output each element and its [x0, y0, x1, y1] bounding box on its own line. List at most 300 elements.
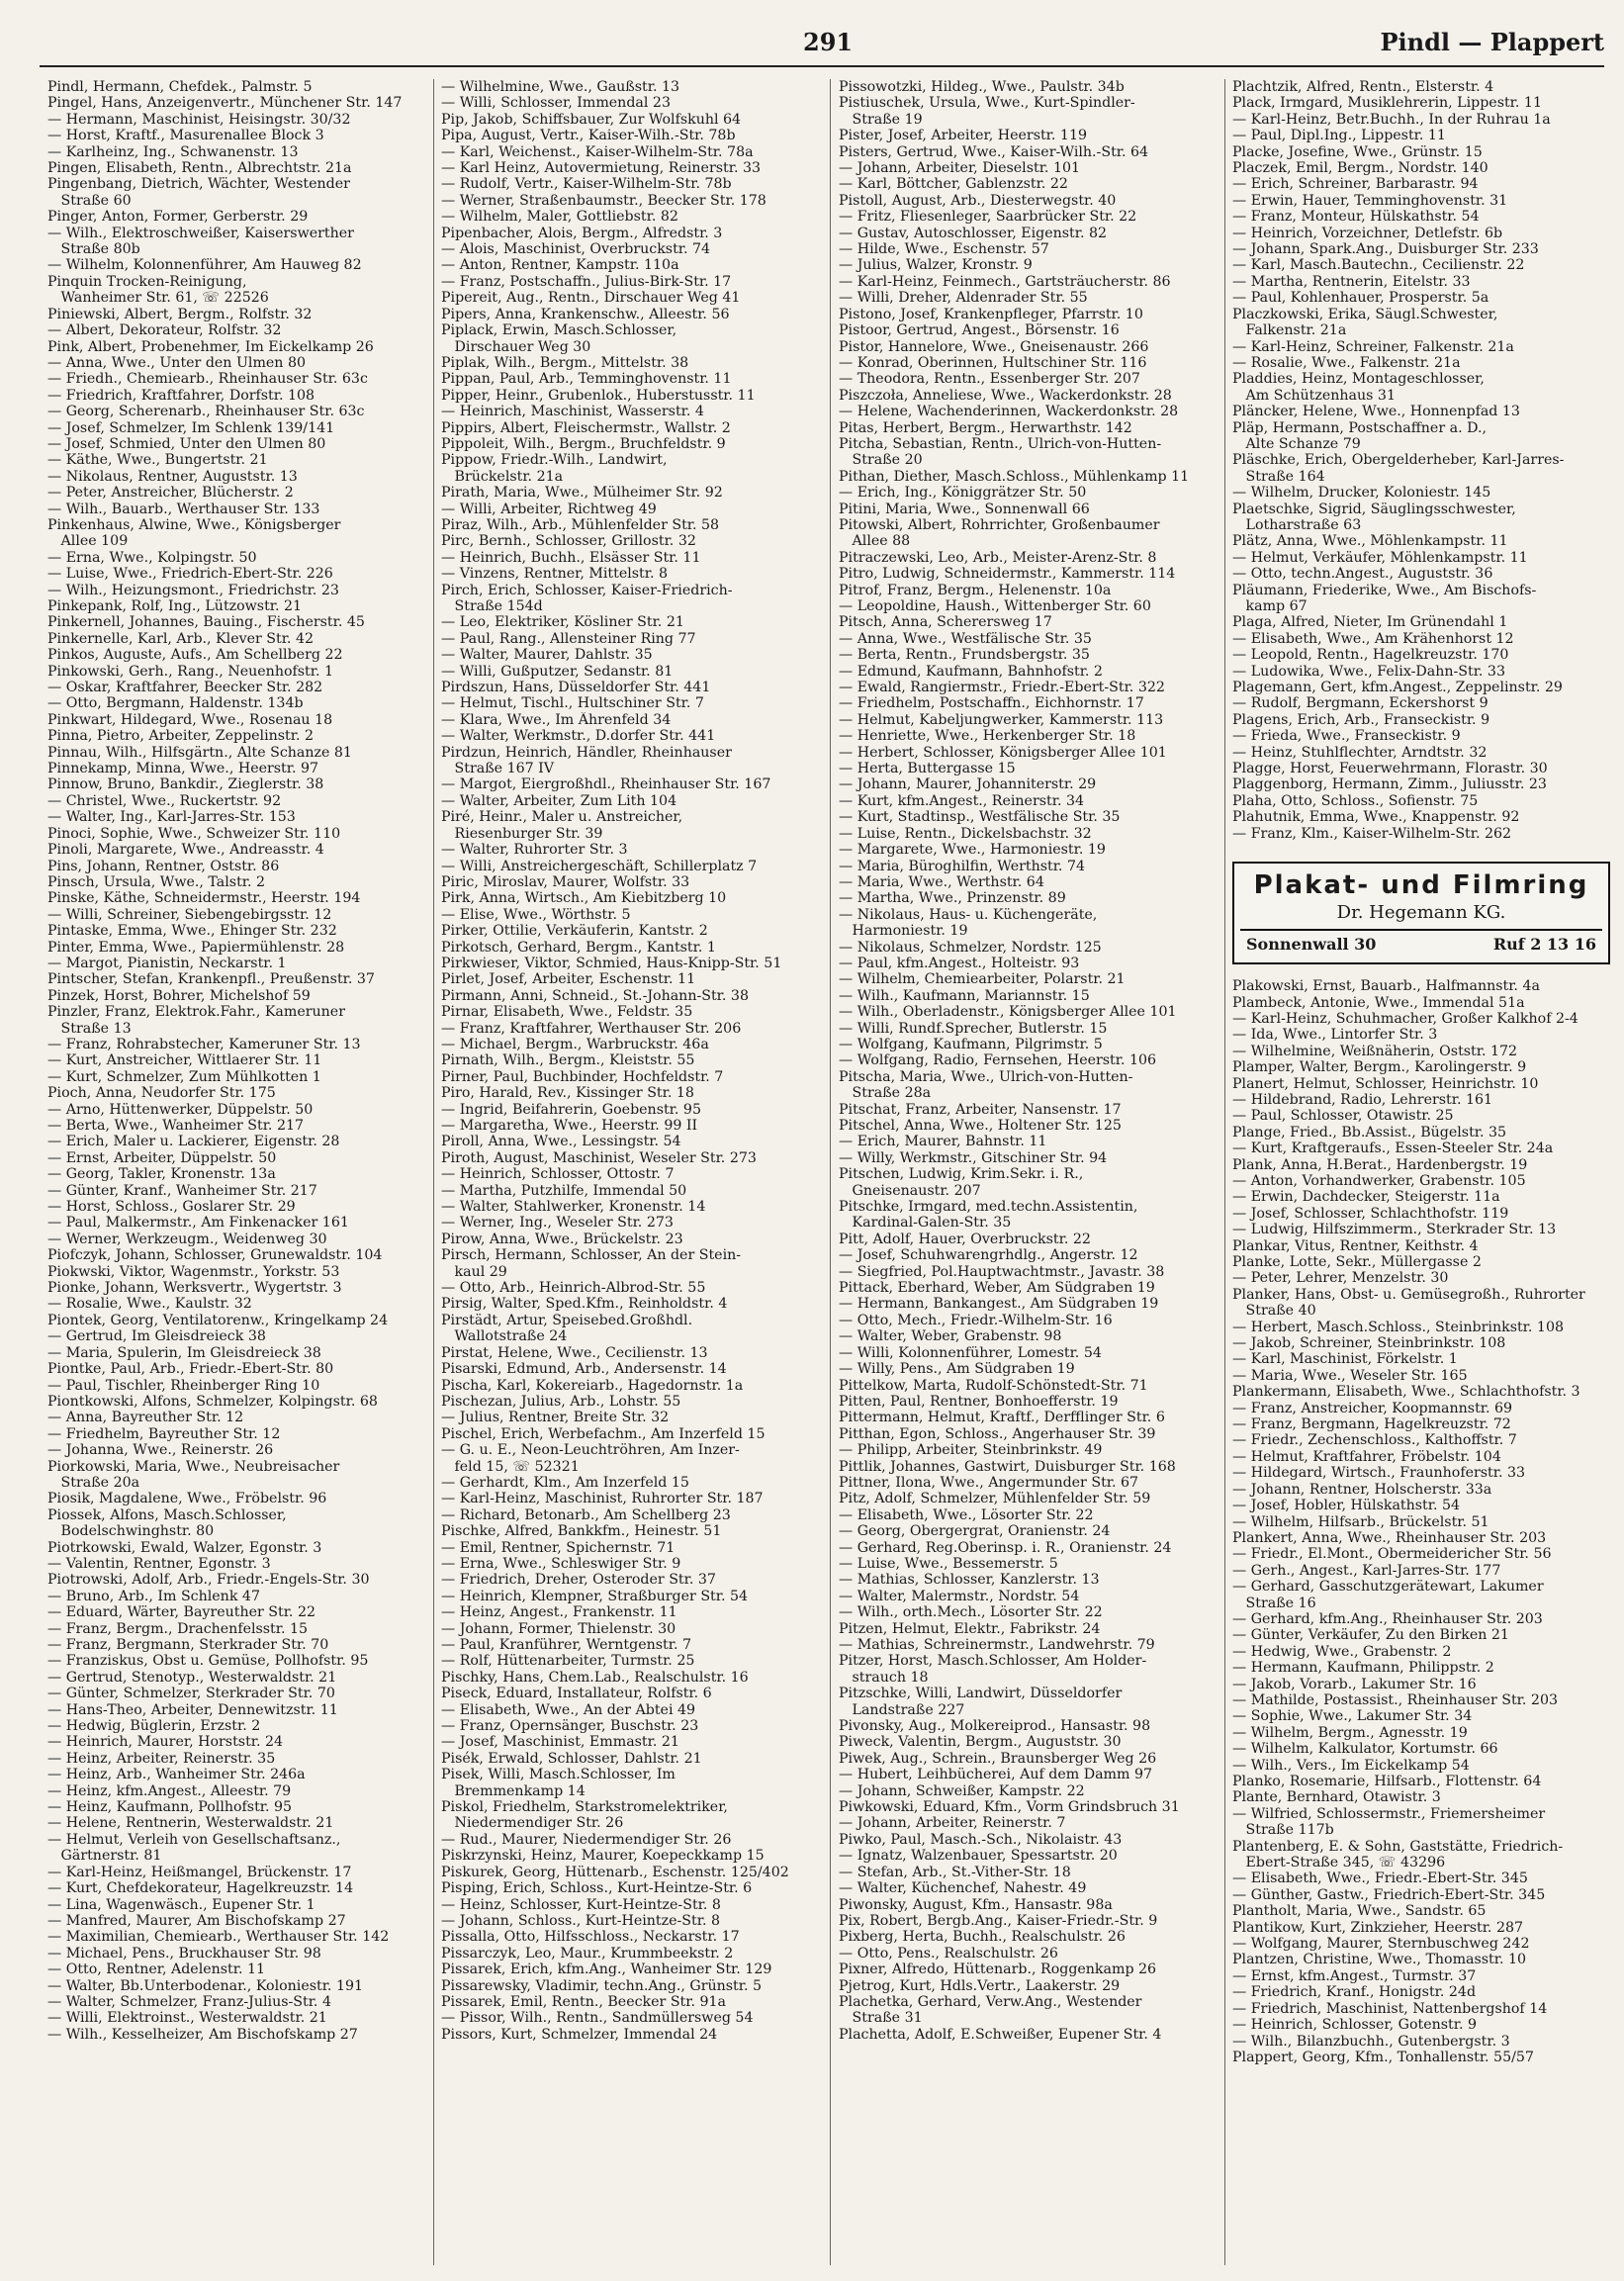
directory-entry: — Ludwig, Hilfszimmerm., Sterkrader Str. 13 — [1232, 1222, 1557, 1238]
directory-entry: — Willy, Pens., Am Südgraben 19 — [839, 1361, 1075, 1378]
directory-entry: Piwkowski, Eduard, Kfm., Vorm Grindsbruch 31 — [839, 1799, 1180, 1816]
directory-entry: Kardinal-Galen-Str. 35 — [839, 1215, 1012, 1232]
directory-entry: Allee 88 — [839, 533, 911, 550]
ad-address: Sonnenwall 30 — [1246, 935, 1377, 955]
directory-entry: — Josef, Schuhwarengrhdlg., Angerstr. 12 — [839, 1247, 1138, 1264]
directory-entry: kamp 67 — [1232, 598, 1308, 614]
directory-entry: Pirath, Maria, Wwe., Mülheimer Str. 92 — [441, 485, 723, 502]
directory-entry: — Julius, Rentner, Breite Str. 32 — [441, 1410, 670, 1426]
directory-entry: — Kurt, Schmelzer, Zum Mühlkotten 1 — [47, 1068, 321, 1085]
directory-entry: — Gerhard, Gasschutzgerätewart, Lakumer — [1232, 1579, 1544, 1596]
directory-entry: — Josef, Maschinist, Emmastr. 21 — [441, 1734, 679, 1751]
directory-entry: — Fritz, Fliesenleger, Saarbrücker Str. 22 — [839, 209, 1137, 226]
directory-entry: Pittack, Eberhard, Weber, Am Südgraben 19 — [839, 1280, 1155, 1297]
directory-entry: Pirmann, Anni, Schneid., St.-Johann-Str. 38 — [441, 987, 749, 1004]
directory-entry: — Heinrich, Klempner, Straßburger Str. 54 — [441, 1588, 749, 1604]
directory-entry: Dirschauer Weg 30 — [441, 338, 591, 355]
directory-entry: Straße 117b — [1232, 1822, 1334, 1839]
directory-entry: — Berta, Wwe., Wanheimer Str. 217 — [47, 1118, 305, 1134]
directory-entry: Pirstat, Helene, Wwe., Cecilienstr. 13 — [441, 1344, 708, 1361]
directory-entry: — Karl Heinz, Autovermietung, Reinerstr. 33 — [441, 160, 762, 177]
directory-entry: — Richard, Betonarb., Am Schellberg 23 — [441, 1506, 731, 1523]
directory-entry: Piplak, Wilh., Bergm., Mittelstr. 38 — [441, 354, 689, 371]
directory-entry: Pinkernelle, Karl, Arb., Klever Str. 42 — [47, 630, 315, 647]
directory-entry: Piotrkowski, Ewald, Walzer, Egonstr. 3 — [47, 1539, 322, 1556]
directory-entry: — Karl-Heinz, Schuhmacher, Großer Kalkhof 2-4 — [1232, 1010, 1579, 1027]
directory-entry: Placzek, Emil, Bergm., Nordstr. 140 — [1232, 160, 1489, 177]
directory-entry: Pitscha, Maria, Wwe., Ulrich-von-Hutten- — [839, 1068, 1133, 1085]
directory-entry: — Gerhard, kfm.Ang., Rheinhauser Str. 203 — [1232, 1610, 1543, 1627]
directory-entry: Straße 164 — [1232, 468, 1325, 485]
directory-entry: Plaha, Otto, Schloss., Sofienstr. 75 — [1232, 792, 1479, 809]
directory-entry: — Paul, Kohlenhauer, Prosperstr. 5a — [1232, 290, 1489, 307]
directory-entry: — Josef, Schlosser, Schlachthofstr. 119 — [1232, 1205, 1509, 1222]
directory-entry: — Martha, Putzhilfe, Immendal 50 — [441, 1182, 687, 1199]
directory-entry: Bremmenkamp 14 — [441, 1782, 586, 1799]
directory-entry: — Karl, Böttcher, Gablenzstr. 22 — [839, 176, 1068, 193]
directory-entry: — Otto, techn.Angest., Auguststr. 36 — [1232, 566, 1493, 583]
directory-entry: — Günther, Gastw., Friedrich-Ebert-Str. 345 — [1232, 1886, 1546, 1903]
directory-entry: Piro, Harald, Rev., Kissinger Str. 18 — [441, 1085, 694, 1102]
directory-entry: — Karl-Heinz, Heißmangel, Brückenstr. 17 — [47, 1864, 352, 1880]
directory-entry: — Walter, Werkmstr., D.dorfer Str. 441 — [441, 728, 716, 745]
directory-entry: — Friedh., Chemiearb., Rheinhauser Str. 63c — [47, 371, 368, 388]
directory-entry: — Wilh., Kesselheizer, Am Bischofskamp 27 — [47, 2026, 358, 2043]
directory-entry: — Helene, Wachenderinnen, Wackerdonkstr. 28 — [839, 404, 1179, 420]
directory-entry: Pirnar, Elisabeth, Wwe., Feldstr. 35 — [441, 1004, 693, 1021]
directory-entry: — Manfred, Maurer, Am Bischofskamp 27 — [47, 1912, 346, 1929]
directory-entry: — Eduard, Wärter, Bayreuther Str. 22 — [47, 1604, 316, 1621]
header-rule — [40, 65, 1604, 67]
directory-entry: — Ernst, kfm.Angest., Turmstr. 37 — [1232, 1967, 1477, 1984]
directory-entry: Pirc, Bernh., Schlosser, Grillostr. 32 — [441, 533, 696, 550]
directory-entry: — Martha, Wwe., Prinzenstr. 89 — [839, 890, 1066, 907]
directory-entry: — Willi, Elektroinst., Westerwaldstr. 21 — [47, 2010, 327, 2027]
directory-entry: Pitsch, Anna, Scherersweg 17 — [839, 614, 1052, 631]
directory-entry: — Johann, Schloss., Kurt-Heintze-Str. 8 — [441, 1912, 720, 1929]
directory-entry: — Luise, Wwe., Bessemerstr. 5 — [839, 1555, 1058, 1572]
directory-entry: Pitschat, Franz, Arbeiter, Nansenstr. 17 — [839, 1101, 1122, 1118]
directory-entry: — Walter, Bb.Unterbodenar., Koloniestr. 191 — [47, 1977, 364, 1994]
directory-entry: — Friedr., Zechenschloss., Kalthoffstr. 7 — [1232, 1432, 1517, 1449]
directory-entry: Pitthan, Egon, Schloss., Angerhauser Str. 39 — [839, 1425, 1156, 1442]
directory-entry: Straße 20a — [47, 1474, 140, 1491]
directory-entry: — Franz, Kraftfahrer, Werthauser Str. 206 — [441, 1020, 742, 1037]
directory-entry: Piokwski, Viktor, Wagenmstr., Yorkstr. 53 — [47, 1263, 340, 1280]
directory-entry: — Friedrich, Kranf., Honigstr. 24d — [1232, 1984, 1477, 2001]
directory-entry: Pirch, Erich, Schlosser, Kaiser-Friedrich- — [441, 582, 733, 598]
directory-entry: Plamper, Walter, Bergm., Karolingerstr. 9 — [1232, 1059, 1527, 1076]
directory-entry: — Gustav, Autoschlosser, Eigenstr. 82 — [839, 225, 1108, 241]
directory-entry: — Käthe, Wwe., Bungertstr. 21 — [47, 452, 268, 469]
directory-entry: Plange, Fried., Bb.Assist., Bügelstr. 35 — [1232, 1124, 1507, 1140]
directory-entry: Pischky, Hans, Chem.Lab., Realschulstr. 16 — [441, 1669, 749, 1686]
directory-entry: Piwonsky, August, Kfm., Hansastr. 98a — [839, 1896, 1113, 1913]
directory-entry: Pinkos, Auguste, Aufs., Am Schellberg 22 — [47, 647, 343, 664]
directory-entry: — Jakob, Vorarb., Lakumer Str. 16 — [1232, 1676, 1477, 1692]
directory-entry: Pionke, Johann, Werksvertr., Wygertstr. 3 — [47, 1280, 342, 1297]
directory-entry: — Ludowika, Wwe., Felix-Dahn-Str. 33 — [1232, 663, 1505, 680]
directory-entry: Pipenbacher, Alois, Bergm., Alfredstr. 3 — [441, 225, 723, 241]
directory-entry: Pladdies, Heinz, Montageschlosser, — [1232, 371, 1485, 388]
directory-entry: Pitt, Adolf, Hauer, Overbruckstr. 22 — [839, 1231, 1091, 1247]
directory-entry: Pisarski, Edmund, Arb., Andersenstr. 14 — [441, 1361, 727, 1378]
directory-entry: — Werner, Werkzeugm., Weidenweg 30 — [47, 1231, 327, 1247]
directory-entry: — Maria, Spulerin, Im Gleisdreieck 38 — [47, 1344, 321, 1361]
directory-entry: — Erna, Wwe., Schleswiger Str. 9 — [441, 1555, 681, 1572]
directory-entry: — Paul, Schlosser, Otawistr. 25 — [1232, 1108, 1454, 1125]
directory-entry: — Hildegard, Wirtsch., Fraunhoferstr. 33 — [1232, 1465, 1526, 1482]
directory-entry: Piric, Miroslav, Maurer, Wolfstr. 33 — [441, 873, 690, 890]
directory-entry: Plantenberg, E. & Sohn, Gaststätte, Friedrich- — [1232, 1838, 1564, 1855]
directory-entry: Pipper, Heinr., Grubenlok., Huberstusstr. 11 — [441, 387, 756, 404]
directory-entry: — Mathilde, Postassist., Rheinhauser Str. 203 — [1232, 1691, 1558, 1708]
column-divider — [433, 79, 434, 2265]
directory-entry: — Heinz, Stuhlflechter, Arndtstr. 32 — [1232, 744, 1488, 761]
directory-entry: Pinoli, Margarete, Wwe., Andreasstr. 4 — [47, 842, 324, 859]
directory-entry: — Franz, Bergmann, Sterkrader Str. 70 — [47, 1637, 329, 1653]
directory-entry: — Wilhelm, Drucker, Koloniestr. 145 — [1232, 485, 1491, 502]
directory-entry: — Anton, Rentner, Kampstr. 110a — [441, 257, 679, 274]
directory-entry: Pinzek, Horst, Bohrer, Michelshof 59 — [47, 987, 311, 1004]
directory-entry: — Margot, Eiergroßhdl., Rheinhauser Str. 167 — [441, 776, 771, 793]
ad-title: Plakat- und Filmring — [1253, 870, 1589, 901]
directory-entry: — Erich, Schreiner, Barbarastr. 94 — [1232, 176, 1479, 193]
directory-entry: Pittlik, Johannes, Gastwirt, Duisburger Str. 168 — [839, 1458, 1176, 1475]
directory-entry: — Margot, Pianistin, Neckarstr. 1 — [47, 955, 287, 971]
directory-entry: Pläp, Hermann, Postschaffner a. D., — [1232, 419, 1487, 436]
directory-entry: Plantzen, Christine, Wwe., Thomasstr. 10 — [1232, 1952, 1527, 1968]
directory-entry: Piszczoła, Anneliese, Wwe., Wackerdonkstr. 28 — [839, 387, 1172, 404]
directory-entry: Am Schützenhaus 31 — [1232, 387, 1396, 404]
directory-entry: — Heinrich, Schlosser, Gotenstr. 9 — [1232, 2017, 1478, 2034]
directory-entry: — Werner, Straßenbaumstr., Beecker Str. 178 — [441, 192, 767, 209]
directory-entry: Straße 167 IV — [441, 761, 555, 777]
directory-entry: Plätz, Anna, Wwe., Möhlenkampstr. 11 — [1232, 533, 1508, 550]
directory-entry: — Wilhelm, Bergm., Agnesstr. 19 — [1232, 1724, 1468, 1741]
directory-entry: — Elisabeth, Wwe., Am Krähenhorst 12 — [1232, 630, 1514, 647]
directory-entry: Piontkowski, Alfons, Schmelzer, Kolpingstr. 68 — [47, 1393, 378, 1410]
directory-entry: Ebert-Straße 345, ☏ 43296 — [1232, 1855, 1446, 1871]
directory-entry: Pixner, Alfredo, Hüttenarb., Roggenkamp 26 — [839, 1962, 1157, 1978]
directory-entry: Pippan, Paul, Arb., Temminghovenstr. 11 — [441, 371, 732, 388]
directory-entry: — Friedrich, Kraftfahrer, Dorfstr. 108 — [47, 387, 316, 404]
directory-entry: Pittner, Ilona, Wwe., Angermunder Str. 67 — [839, 1474, 1139, 1491]
directory-entry: — Walter, Weber, Grabenstr. 98 — [839, 1328, 1062, 1345]
directory-entry: Plaga, Alfred, Nieter, Im Grünendahl 1 — [1232, 614, 1508, 631]
directory-entry: — Maria, Wwe., Werthstr. 64 — [839, 873, 1044, 890]
directory-entry: Piofczyk, Johann, Schlosser, Grunewaldstr. 104 — [47, 1247, 383, 1264]
directory-entry: — Wilh., Bauarb., Werthauser Str. 133 — [47, 501, 320, 517]
directory-entry: — Karl-Heinz, Feinmech., Gartsträucherstr. 86 — [839, 273, 1171, 290]
directory-entry: — Mathias, Schlosser, Kanzlerstr. 13 — [839, 1572, 1100, 1589]
directory-entry: — Herta, Buttergasse 15 — [839, 761, 1016, 777]
directory-entry: — Franz, Monteur, Hülskathstr. 54 — [1232, 209, 1480, 226]
directory-entry: Pittelkow, Marta, Rudolf-Schönstedt-Str. 71 — [839, 1377, 1148, 1394]
directory-entry: — Wilh., Bilanzbuchh., Gutenbergstr. 3 — [1232, 2033, 1510, 2050]
column-divider — [1224, 79, 1225, 2265]
directory-entry: Pinkernell, Johannes, Bauing., Fischerstr. 45 — [47, 614, 365, 631]
directory-entry: — Hildebrand, Radio, Lehrerstr. 161 — [1232, 1091, 1493, 1108]
directory-entry: Pitzer, Horst, Masch.Schlosser, Am Holder- — [839, 1653, 1147, 1670]
directory-entry: — Willi, Anstreichergeschäft, Schillerplatz 7 — [441, 858, 758, 874]
directory-entry: Pintscher, Stefan, Krankenpfl., Preußenstr. 37 — [47, 971, 375, 988]
directory-entry: — Friedhelm, Postschaffn., Eichhornstr. 17 — [839, 695, 1144, 712]
directory-entry: — Willi, Kolonnenführer, Lomestr. 54 — [839, 1344, 1102, 1361]
directory-entry: — Rud., Maurer, Niedermendiger Str. 26 — [441, 1831, 732, 1848]
directory-entry: Pipers, Anna, Krankenschw., Alleestr. 56 — [441, 306, 730, 322]
directory-entry: — Josef, Hobler, Hülskathstr. 54 — [1232, 1498, 1461, 1514]
page-number: 291 — [803, 28, 854, 56]
directory-entry: Plagge, Horst, Feuerwehrmann, Florastr. 30 — [1232, 761, 1548, 777]
directory-entry: Straße 80b — [47, 241, 140, 258]
directory-entry: — Karl-Heinz, Maschinist, Ruhrorter Str. 187 — [441, 1491, 764, 1507]
directory-entry: Piwko, Paul, Masch.-Sch., Nikolaistr. 43 — [839, 1831, 1123, 1848]
directory-entry: — Willi, Arbeiter, Richtweg 49 — [441, 501, 657, 517]
directory-entry: — Walter, Malermstr., Nordstr. 54 — [839, 1588, 1080, 1604]
directory-entry: Planert, Helmut, Schlosser, Heinrichstr. 10 — [1232, 1075, 1539, 1092]
directory-entry: Landstraße 227 — [839, 1701, 965, 1718]
directory-entry: — Rosalie, Wwe., Falkenstr. 21a — [1232, 354, 1461, 371]
directory-entry: — Willi, Gußputzer, Sedanstr. 81 — [441, 663, 674, 680]
directory-entry: — Nikolaus, Rentner, Auguststr. 13 — [47, 468, 298, 485]
directory-entry: Plack, Irmgard, Musiklehrerin, Lippestr. 11 — [1232, 95, 1542, 112]
directory-entry: — Erich, Maler u. Lackierer, Eigenstr. 28 — [47, 1134, 340, 1150]
directory-entry: — Kurt, Chefdekorateur, Hagelkreuzstr. 14 — [47, 1880, 354, 1897]
directory-entry: Niedermendiger Str. 26 — [441, 1815, 624, 1832]
directory-entry: Pissors, Kurt, Schmelzer, Immendal 24 — [441, 2026, 718, 2043]
directory-entry: Pischezan, Julius, Arb., Lohstr. 55 — [441, 1393, 681, 1410]
directory-entry: Alte Schanze 79 — [1232, 435, 1361, 452]
directory-entry: — Peter, Anstreicher, Blücherstr. 2 — [47, 485, 294, 502]
directory-entry: — Berta, Rentn., Frundsbergstr. 35 — [839, 647, 1090, 664]
directory-entry: Pirk, Anna, Wirtsch., Am Kiebitzberg 10 — [441, 890, 727, 907]
directory-entry: — Oskar, Kraftfahrer, Beecker Str. 282 — [47, 680, 323, 696]
directory-entry: — Herbert, Masch.Schloss., Steinbrinkstr. 108 — [1232, 1319, 1564, 1335]
directory-entry: — Karl, Weichenst., Kaiser-Wilhelm-Str. 78a — [441, 143, 754, 160]
directory-entry: Straße 31 — [839, 2010, 923, 2027]
directory-entry: Pioch, Anna, Neudorfer Str. 175 — [47, 1085, 276, 1102]
directory-entry: — Walter, Küchenchef, Nahestr. 49 — [839, 1880, 1087, 1897]
directory-entry: — Leopold, Rentn., Hagelkreuzstr. 170 — [1232, 647, 1509, 664]
directory-entry: Bodelschwinghstr. 80 — [47, 1523, 215, 1540]
directory-entry: Pithan, Diether, Masch.Schloss., Mühlenkamp 11 — [839, 468, 1190, 485]
directory-entry: Lotharstraße 63 — [1232, 516, 1362, 533]
directory-entry: — Heinrich, Vorzeichner, Detlefstr. 6b — [1232, 225, 1503, 241]
directory-entry: Pinzler, Franz, Elektrok.Fahr., Kameruner — [47, 1004, 345, 1021]
directory-entry: Pistoor, Gertrud, Angest., Börsenstr. 16 — [839, 322, 1120, 339]
directory-entry: — Paul, Tischler, Rheinberger Ring 10 — [47, 1377, 320, 1394]
column-divider — [830, 79, 831, 2265]
directory-entry: — Hedwig, Büglerin, Erzstr. 2 — [47, 1718, 261, 1735]
directory-entry: — Friedrich, Maschinist, Nattenbergshof 14 — [1232, 2000, 1548, 2017]
directory-entry: — Otto, Arb., Heinrich-Albrod-Str. 55 — [441, 1280, 706, 1297]
directory-entry: Piontek, Georg, Ventilatorenw., Kringelkamp 24 — [47, 1312, 389, 1328]
directory-entry: Pixberg, Herta, Buchh., Realschulstr. 26 — [839, 1929, 1126, 1946]
directory-entry: Pindl, Hermann, Chefdek., Palmstr. 5 — [47, 79, 313, 95]
directory-entry: Pinger, Anton, Former, Gerberstr. 29 — [47, 209, 309, 226]
directory-entry: — Hedwig, Wwe., Grabenstr. 2 — [1232, 1643, 1452, 1660]
directory-entry: — Rosalie, Wwe., Kaulstr. 32 — [47, 1296, 252, 1313]
directory-entry: Pivonsky, Aug., Molkereiprod., Hansastr. 98 — [839, 1718, 1151, 1735]
directory-entry: — Heinz, Arbeiter, Reinerstr. 35 — [47, 1750, 276, 1767]
directory-entry: — Elise, Wwe., Wörthstr. 5 — [441, 906, 631, 923]
directory-column-3 — [839, 79, 1217, 2265]
advertisement-box — [1232, 862, 1610, 964]
directory-entry: — Werner, Ing., Weseler Str. 273 — [441, 1215, 674, 1232]
directory-entry: — Helmut, Tischl., Hultschiner Str. 7 — [441, 695, 704, 712]
directory-entry: Plaggenborg, Hermann, Zimm., Juliusstr. 23 — [1232, 776, 1547, 793]
directory-entry: — Philipp, Arbeiter, Steinbrinkstr. 49 — [839, 1442, 1103, 1459]
directory-entry: — Friedr., El.Mont., Obermeidericher Str. 56 — [1232, 1546, 1552, 1563]
page-header — [0, 0, 1624, 69]
directory-entry: — Franz, Klm., Kaiser-Wilhelm-Str. 262 — [1232, 825, 1512, 842]
directory-entry: Pinna, Pietro, Arbeiter, Zeppelinstr. 2 — [47, 728, 315, 745]
directory-entry: Plantholt, Maria, Wwe., Sandstr. 65 — [1232, 1903, 1487, 1920]
directory-entry: — Paul, Kranführer, Werntgenstr. 7 — [441, 1637, 691, 1653]
directory-entry: — Luise, Rentn., Dickelsbachstr. 32 — [839, 825, 1092, 842]
directory-entry: Wallotstraße 24 — [441, 1328, 568, 1345]
directory-column-2 — [441, 79, 819, 2265]
directory-entry: — Leo, Elektriker, Kösliner Str. 21 — [441, 614, 684, 631]
directory-entry: — Paul, Rang., Allensteiner Ring 77 — [441, 630, 696, 647]
directory-entry: — Wilhelmine, Weißnäherin, Oststr. 172 — [1232, 1043, 1518, 1059]
directory-entry: Pissalla, Otto, Hilfsschloss., Neckarstr. 17 — [441, 1929, 740, 1946]
directory-entry: — Josef, Schmied, Unter den Ulmen 80 — [47, 435, 326, 452]
directory-entry: Pinkowski, Gerh., Rang., Neuenhofstr. 1 — [47, 663, 333, 680]
directory-entry: — Heinrich, Schlosser, Ottostr. 7 — [441, 1166, 675, 1183]
directory-entry: — Anna, Wwe., Westfälische Str. 35 — [839, 630, 1092, 647]
directory-entry: — Wilhelmine, Wwe., Gaußstr. 13 — [441, 79, 680, 95]
directory-entry: Gärtnerstr. 81 — [47, 1848, 162, 1865]
directory-entry: Plagens, Erich, Arb., Franseckistr. 9 — [1232, 711, 1490, 728]
directory-entry: — Helmut, Verkäufer, Möhlenkampstr. 11 — [1232, 549, 1528, 566]
directory-entry: Pisek, Willi, Masch.Schlosser, Im — [441, 1767, 676, 1783]
directory-entry: — Hermann, Bankangest., Am Südgraben 19 — [839, 1296, 1159, 1313]
directory-entry: — Gertrud, Im Gleisdreieck 38 — [47, 1328, 266, 1345]
directory-entry: Piroth, August, Maschinist, Weseler Str. 273 — [441, 1149, 757, 1166]
directory-entry: — Heinrich, Maurer, Horststr. 24 — [47, 1734, 284, 1751]
directory-entry: — Walter, Maurer, Dahlstr. 35 — [441, 647, 653, 664]
directory-entry: — Gerhardt, Klm., Am Inzerfeld 15 — [441, 1474, 689, 1491]
directory-entry: Plankert, Anna, Wwe., Rheinhauser Str. 203 — [1232, 1529, 1547, 1546]
directory-entry: — Ida, Wwe., Lintorfer Str. 3 — [1232, 1027, 1438, 1044]
directory-entry: — Walter, Ruhrorter Str. 3 — [441, 842, 628, 859]
directory-entry: — Karl-Heinz, Schreiner, Falkenstr. 21a — [1232, 338, 1514, 355]
directory-entry: — Willi, Dreher, Aldenrader Str. 55 — [839, 290, 1088, 307]
directory-entry: — Walter, Stahlwerker, Kronenstr. 14 — [441, 1199, 706, 1216]
directory-entry: — Michael, Bergm., Warbruckstr. 46a — [441, 1036, 709, 1052]
directory-entry: — Georg, Takler, Kronenstr. 13a — [47, 1166, 276, 1183]
directory-entry: — Edmund, Kaufmann, Bahnhofstr. 2 — [839, 663, 1103, 680]
directory-entry: Piplack, Erwin, Masch.Schlosser, — [441, 322, 677, 339]
directory-entry: Allee 109 — [47, 533, 129, 550]
directory-entry: — Helmut, Kraftfahrer, Fröbelstr. 104 — [1232, 1448, 1501, 1465]
directory-entry: — Bruno, Arb., Im Schlenk 47 — [47, 1588, 260, 1604]
directory-entry: — Heinz, Angest., Frankenstr. 11 — [441, 1604, 677, 1621]
directory-entry: — Johann, Spark.Ang., Duisburger Str. 233 — [1232, 241, 1539, 258]
directory-entry: — Hubert, Leihbücherei, Auf dem Damm 97 — [839, 1767, 1153, 1783]
directory-entry: — Maria, Büroghilfin, Werthstr. 74 — [839, 858, 1085, 874]
directory-entry: kaul 29 — [441, 1263, 507, 1280]
directory-entry: — Walter, Arbeiter, Zum Lith 104 — [441, 792, 677, 809]
directory-entry: Pistor, Hannelore, Wwe., Gneisenaustr. 266 — [839, 338, 1149, 355]
directory-entry: — Franz, Bergm., Drachenfelsstr. 15 — [47, 1620, 309, 1637]
directory-entry: — Johann, Arbeiter, Reinerstr. 7 — [839, 1815, 1066, 1832]
directory-entry: — Wilhelm, Maler, Gottliebstr. 82 — [441, 209, 678, 226]
directory-entry: — Ignatz, Walzenbauer, Spessartstr. 20 — [839, 1848, 1118, 1865]
directory-entry: Pistiuschek, Ursula, Wwe., Kurt-Spindler- — [839, 95, 1135, 112]
directory-entry: — Heinz, Arb., Wanheimer Str. 246a — [47, 1767, 306, 1783]
directory-entry: Pistono, Josef, Krankenpfleger, Pfarrstr. 10 — [839, 306, 1143, 322]
directory-entry: Straße 40 — [1232, 1303, 1316, 1320]
directory-entry: Pjetrog, Kurt, Hdls.Vertr., Laakerstr. 29 — [839, 1977, 1121, 1994]
directory-entry: — Walter, Schmelzer, Franz-Julius-Str. 4 — [47, 1993, 331, 2010]
directory-entry: Pins, Johann, Rentner, Oststr. 86 — [47, 858, 280, 874]
directory-entry: Pitowski, Albert, Rohrrichter, Großenbaumer — [839, 516, 1160, 533]
directory-entry: Pinnow, Bruno, Bankdir., Zieglerstr. 38 — [47, 776, 324, 793]
directory-entry: — Franziskus, Obst u. Gemüse, Pollhofstr. 95 — [47, 1653, 369, 1670]
directory-entry: Plankar, Vitus, Rentner, Keithstr. 4 — [1232, 1237, 1479, 1254]
directory-entry: Pitschke, Irmgard, med.techn.Assistentin, — [839, 1199, 1138, 1216]
directory-entry: — Otto, Pens., Realschulstr. 26 — [839, 1945, 1058, 1962]
directory-entry: — Rudolf, Vertr., Kaiser-Wilhelm-Str. 78b — [441, 176, 732, 193]
directory-entry: — Johann, Arbeiter, Dieselstr. 101 — [839, 160, 1081, 177]
directory-entry: — Helene, Rentnerin, Westerwaldstr. 21 — [47, 1815, 334, 1832]
directory-entry: — Hilde, Wwe., Eschenstr. 57 — [839, 241, 1049, 258]
directory-entry: Pippirs, Albert, Fleischermstr., Wallstr. 2 — [441, 419, 731, 436]
directory-entry: — Franz, Anstreicher, Koopmannstr. 69 — [1232, 1400, 1513, 1416]
directory-entry: Pitz, Adolf, Schmelzer, Mühlenfelder Str. 59 — [839, 1491, 1151, 1507]
directory-entry: — Gerh., Angest., Karl-Jarres-Str. 177 — [1232, 1562, 1501, 1579]
directory-entry: Piraz, Wilh., Arb., Mühlenfelder Str. 58 — [441, 516, 720, 533]
running-head: Pindl — Plappert — [1380, 28, 1604, 56]
directory-entry: — Otto, Rentner, Adelenstr. 11 — [47, 1962, 266, 1978]
directory-entry: Piskurek, Georg, Hüttenarb., Eschenstr. 125/402 — [441, 1864, 789, 1880]
directory-entry: — Erna, Wwe., Kolpingstr. 50 — [47, 549, 257, 566]
directory-entry: — Wilfried, Schlossermstr., Friemersheimer — [1232, 1805, 1546, 1822]
directory-entry: Harmoniestr. 19 — [839, 923, 968, 940]
directory-entry: — Erich, Maurer, Bahnstr. 11 — [839, 1134, 1047, 1150]
directory-entry: — Lina, Wagenwäsch., Eupener Str. 1 — [47, 1896, 316, 1913]
directory-entry: Piontke, Paul, Arb., Friedr.-Ebert-Str. 80 — [47, 1361, 334, 1378]
directory-entry: Plank, Anna, H.Berat., Hardenbergstr. 19 — [1232, 1156, 1528, 1173]
directory-entry: — Kurt, kfm.Angest., Reinerstr. 34 — [839, 792, 1085, 809]
directory-entry: Piweck, Valentin, Bergm., Auguststr. 30 — [839, 1734, 1122, 1751]
directory-entry: — Wolfgang, Maurer, Sternbuschweg 242 — [1232, 1936, 1530, 1953]
directory-entry: — Hermann, Maschinist, Heisingstr. 30/32 — [47, 111, 351, 128]
directory-entry: Piotrowski, Adolf, Arb., Friedr.-Engels-Str. 30 — [47, 1572, 370, 1589]
directory-entry: — Klara, Wwe., Im Ährenfeld 34 — [441, 711, 672, 728]
directory-entry: — Maria, Wwe., Weseler Str. 165 — [1232, 1367, 1468, 1384]
ad-contact-row — [1240, 935, 1602, 955]
directory-entry: — Wilh., Elektroschweißer, Kaiserswerther — [47, 225, 354, 241]
directory-entry: — Willi, Schreiner, Siebengebirgsstr. 12 — [47, 906, 332, 923]
directory-entry: — Anna, Wwe., Unter den Ulmen 80 — [47, 354, 307, 371]
directory-entry: — Nikolaus, Haus- u. Küchengeräte, — [839, 906, 1098, 923]
directory-entry: Pinkenhaus, Alwine, Wwe., Königsberger — [47, 516, 341, 533]
directory-entry: Plachetta, Adolf, E.Schweißer, Eupener Str. 4 — [839, 2026, 1162, 2043]
directory-entry: — Georg, Scherenarb., Rheinhauser Str. 63c — [47, 404, 365, 420]
directory-entry: — Siegfried, Pol.Hauptwachtmstr., Javastr. 38 — [839, 1263, 1165, 1280]
directory-entry: Piorkowski, Maria, Wwe., Neubreisacher — [47, 1458, 340, 1475]
directory-entry: Pinske, Käthe, Schneidermstr., Heerstr. 194 — [47, 890, 361, 907]
directory-entry: Piskrzynski, Heinz, Maurer, Koepeckkamp 15 — [441, 1848, 765, 1865]
directory-entry: feld 15, ☏ 52321 — [441, 1458, 580, 1475]
directory-entry: Pingen, Elisabeth, Rentn., Albrechtstr. 21a — [47, 160, 352, 177]
directory-entry: — Paul, kfm.Angest., Holteistr. 93 — [839, 955, 1080, 971]
directory-entry: — G. u. E., Neon-Leuchtröhren, Am Inzer- — [441, 1442, 740, 1459]
